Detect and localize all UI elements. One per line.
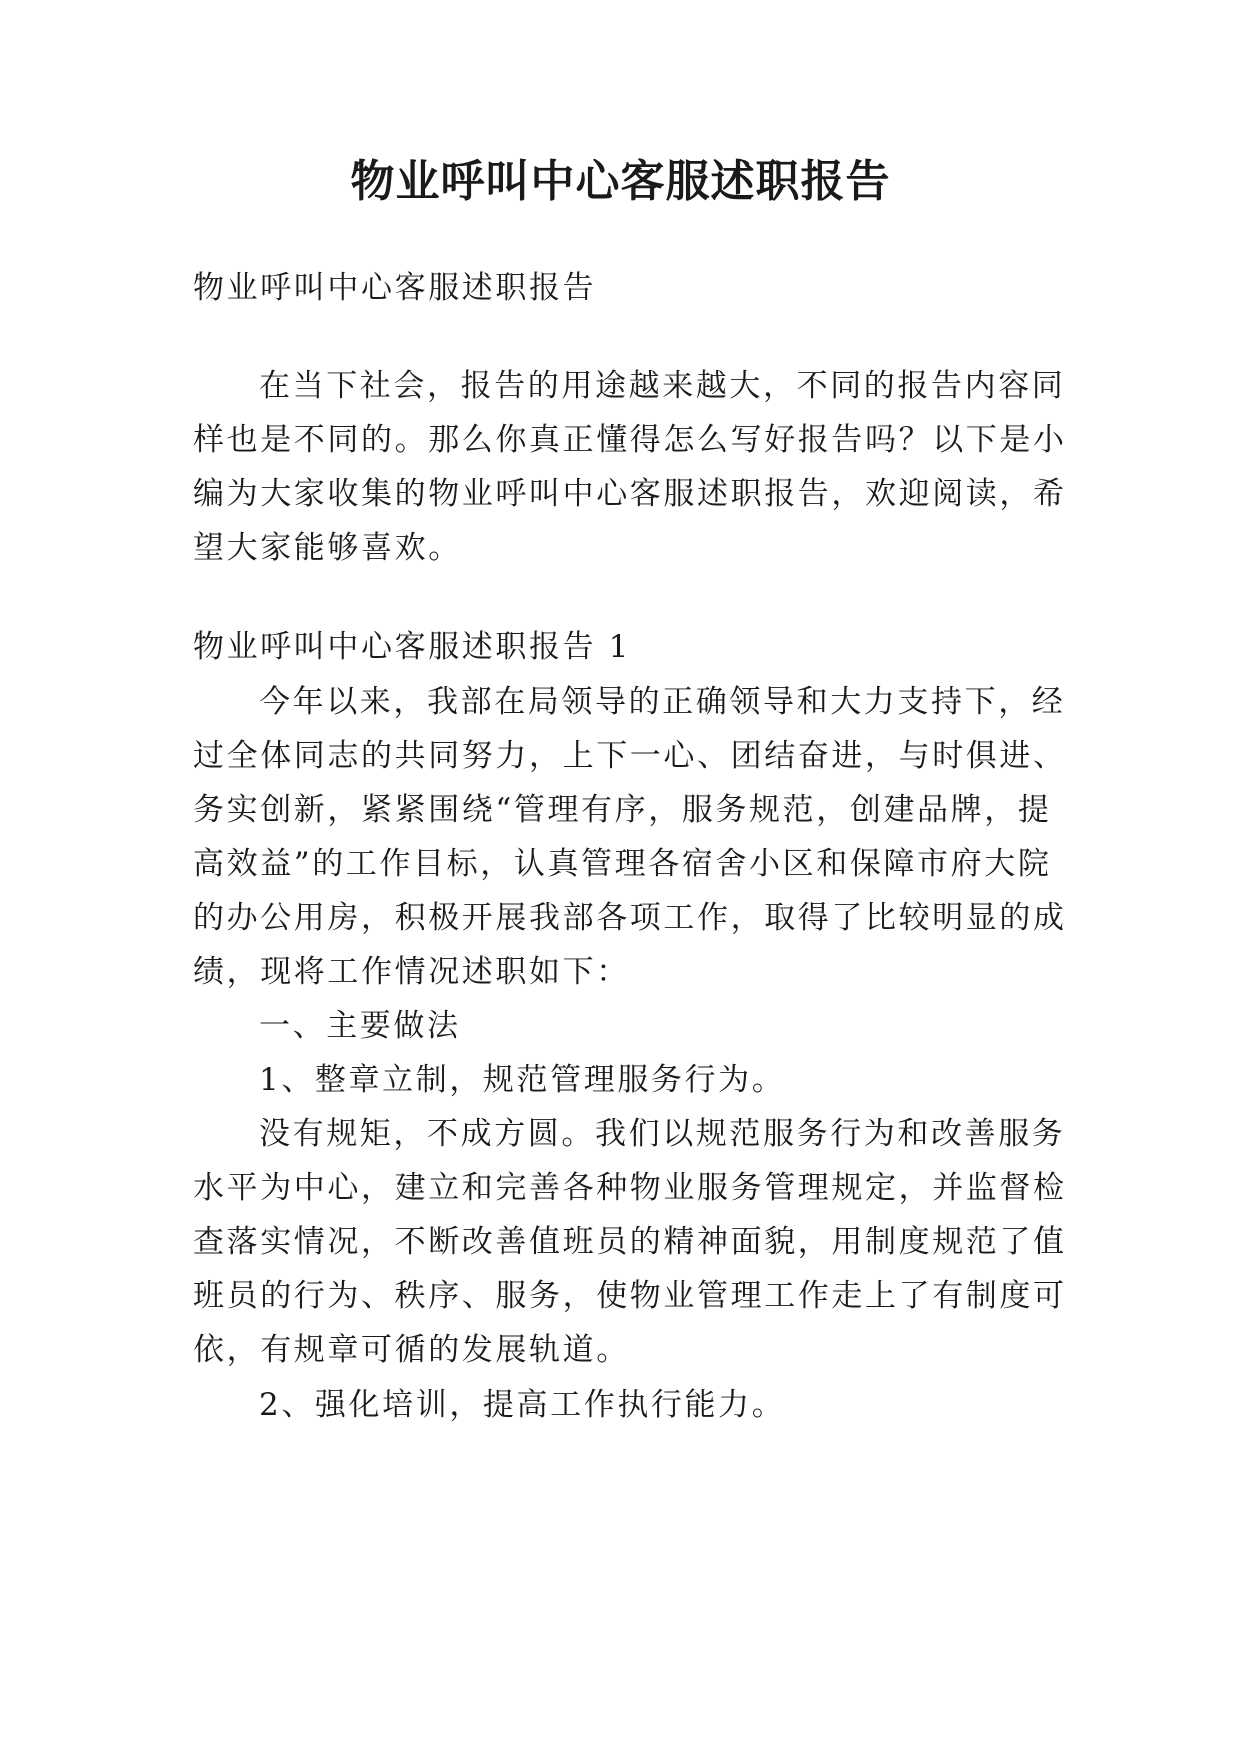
body-line-8: 水平为中心，建立和完善各种物业服务管理规定，并监督检 <box>193 1170 1067 1206</box>
body-line-10: 班员的行为、秩序、服务，使物业管理工作走上了有制度可 <box>193 1278 1067 1314</box>
body-line-11: 依，有规章可循的发展轨道。 <box>193 1332 630 1368</box>
body-line-7: 没有规矩，不成方圆。我们以规范服务行为和改善服务 <box>259 1116 1066 1152</box>
item-heading-1: 1、整章立制，规范管理服务行为。 <box>259 1062 786 1098</box>
body-line-4: 高效益”的工作目标，认真管理各宿舍小区和保障市府大院 <box>193 846 1052 882</box>
intro-line-1: 在当下社会，报告的用途越来越大，不同的报告内容同 <box>259 368 1066 404</box>
intro-line-3: 编为大家收集的物业呼叫中心客服述职报告，欢迎阅读，希 <box>193 476 1067 512</box>
document-title: 物业呼叫中心客服述职报告 <box>350 156 891 207</box>
body-line-9: 查落实情况，不断改善值班员的精神面貌，用制度规范了值 <box>193 1224 1067 1260</box>
intro-line-4: 望大家能够喜欢。 <box>193 530 462 566</box>
body-line-3: 务实创新，紧紧围绕“管理有序，服务规范，创建品牌，提 <box>193 792 1052 828</box>
body-line-1: 今年以来，我部在局领导的正确领导和大力支持下，经 <box>259 684 1066 720</box>
body-line-2: 过全体同志的共同努力，上下一心、团结奋进，与时俱进、 <box>193 738 1067 774</box>
body-line-6: 绩，现将工作情况述职如下： <box>193 954 630 990</box>
subheading-main-methods: 一、主要做法 <box>259 1008 461 1044</box>
body-line-5: 的办公用房，积极开展我部各项工作，取得了比较明显的成 <box>193 900 1067 936</box>
intro-line-2: 样也是不同的。那么你真正懂得怎么写好报告吗？以下是小 <box>193 422 1067 458</box>
subtitle-line: 物业呼叫中心客服述职报告 <box>193 270 597 306</box>
item-heading-2: 2、强化培训，提高工作执行能力。 <box>259 1387 786 1423</box>
section-heading-1: 物业呼叫中心客服述职报告 1 <box>193 629 631 665</box>
